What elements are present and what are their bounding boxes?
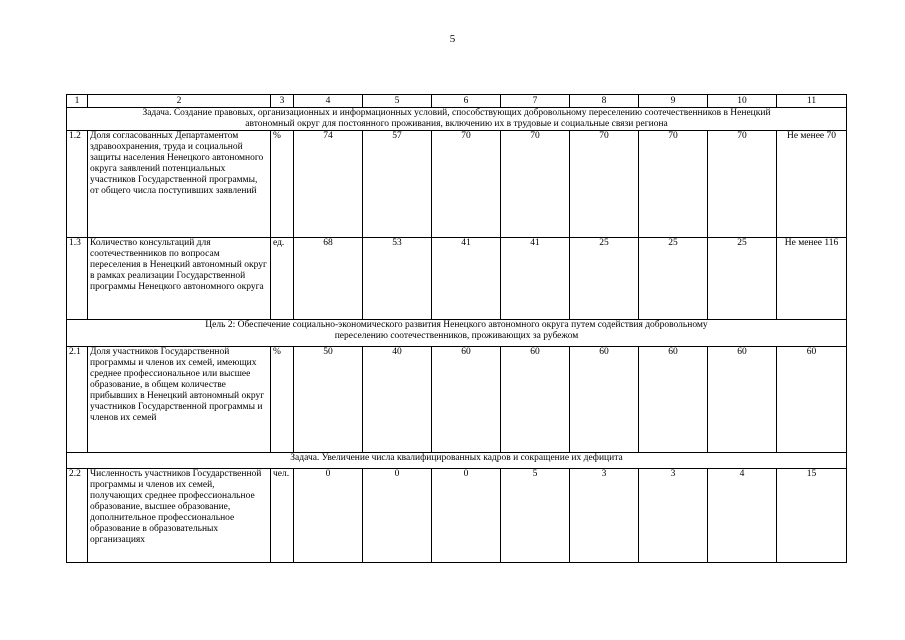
value-cell: 60 [777,347,847,453]
value-cell: 70 [639,131,708,238]
value-cell: 3 [639,469,708,563]
value-cell: 5 [501,469,570,563]
section-row [67,108,847,131]
value-cell: 60 [432,347,501,453]
column-number: 3 [271,95,294,108]
table-row [67,238,847,320]
value-cell: 4 [708,469,777,563]
row-number: 2.2 [67,469,88,563]
value-cell: 53 [363,238,432,320]
section-heading-task: Задача. Увеличение числа квалифицированных кадров и сокращение их дефицита [67,453,847,469]
value-cell: 70 [501,131,570,238]
row-number: 2.1 [67,347,88,453]
table-row [67,347,847,453]
value-cell: 57 [363,131,432,238]
value-cell: 25 [570,238,639,320]
column-number: 4 [294,95,363,108]
value-cell: 0 [363,469,432,563]
value-cell: 74 [294,131,363,238]
value-cell: 70 [432,131,501,238]
table-row [67,131,847,238]
value-cell: 3 [570,469,639,563]
value-cell: 0 [294,469,363,563]
section-row [67,320,847,347]
value-cell: 40 [363,347,432,453]
section-heading-goal: Цель 2: Обеспечение социально-экономического развития Ненецкого автономного округа путем содействия добровольному переселению соотечественников, проживающих за рубежом [67,320,847,347]
column-number: 9 [639,95,708,108]
value-cell: 50 [294,347,363,453]
column-number: 7 [501,95,570,108]
column-number-row [67,95,847,108]
value-cell: Не менее 70 [777,131,847,238]
value-cell: 60 [570,347,639,453]
column-number: 5 [363,95,432,108]
value-cell: 70 [570,131,639,238]
row-number: 1.3 [67,238,88,320]
row-number: 1.2 [67,131,88,238]
value-cell: 68 [294,238,363,320]
value-cell: 25 [639,238,708,320]
unit-cell: чел. [271,469,294,563]
indicators-table [66,94,847,563]
column-number: 11 [777,95,847,108]
column-number: 1 [67,95,88,108]
column-number: 8 [570,95,639,108]
indicator-name: Количество консультаций для соотечественников по вопросам переселения в Ненецкий автономный округ в рамках реализации Государственной программы Ненецкого автономного округа [88,238,271,320]
section-heading-task: Задача. Создание правовых, организационных и информационных условий, способствующих добровольному переселению соотечественников в Ненецкий автономный округ для постоянного проживания, включению их в трудовые и социальные связи региона [67,108,847,131]
unit-cell: % [271,347,294,453]
indicator-name: Доля участников Государственной программы и членов их семей, имеющих среднее профессиональное или высшее образование, в общем количестве прибывших в Ненецкий автономный округ участников Государственной программы и членов их семей [88,347,271,453]
value-cell: 60 [501,347,570,453]
unit-cell: ед. [271,238,294,320]
column-number: 2 [88,95,271,108]
value-cell: 70 [708,131,777,238]
value-cell: 0 [432,469,501,563]
value-cell: 60 [639,347,708,453]
value-cell: 60 [708,347,777,453]
value-cell: Не менее 116 [777,238,847,320]
column-number: 10 [708,95,777,108]
section-row [67,453,847,469]
value-cell: 15 [777,469,847,563]
value-cell: 41 [432,238,501,320]
table-row [67,469,847,563]
page-number: 5 [449,33,456,45]
unit-cell: % [271,131,294,238]
value-cell: 25 [708,238,777,320]
column-number: 6 [432,95,501,108]
value-cell: 41 [501,238,570,320]
indicator-name: Доля согласованных Департаментом здравоохранения, труда и социальной защиты населения Ненецкого автономного округа заявлений потенциальных участников Государственной программы, от общего числа поступивших заявлений [88,131,271,238]
indicator-name: Численность участников Государственной программы и членов их семей, получающих среднее профессиональное образование, высшее образование, дополнительное профессиональное образование в образовательных организациях [88,469,271,563]
